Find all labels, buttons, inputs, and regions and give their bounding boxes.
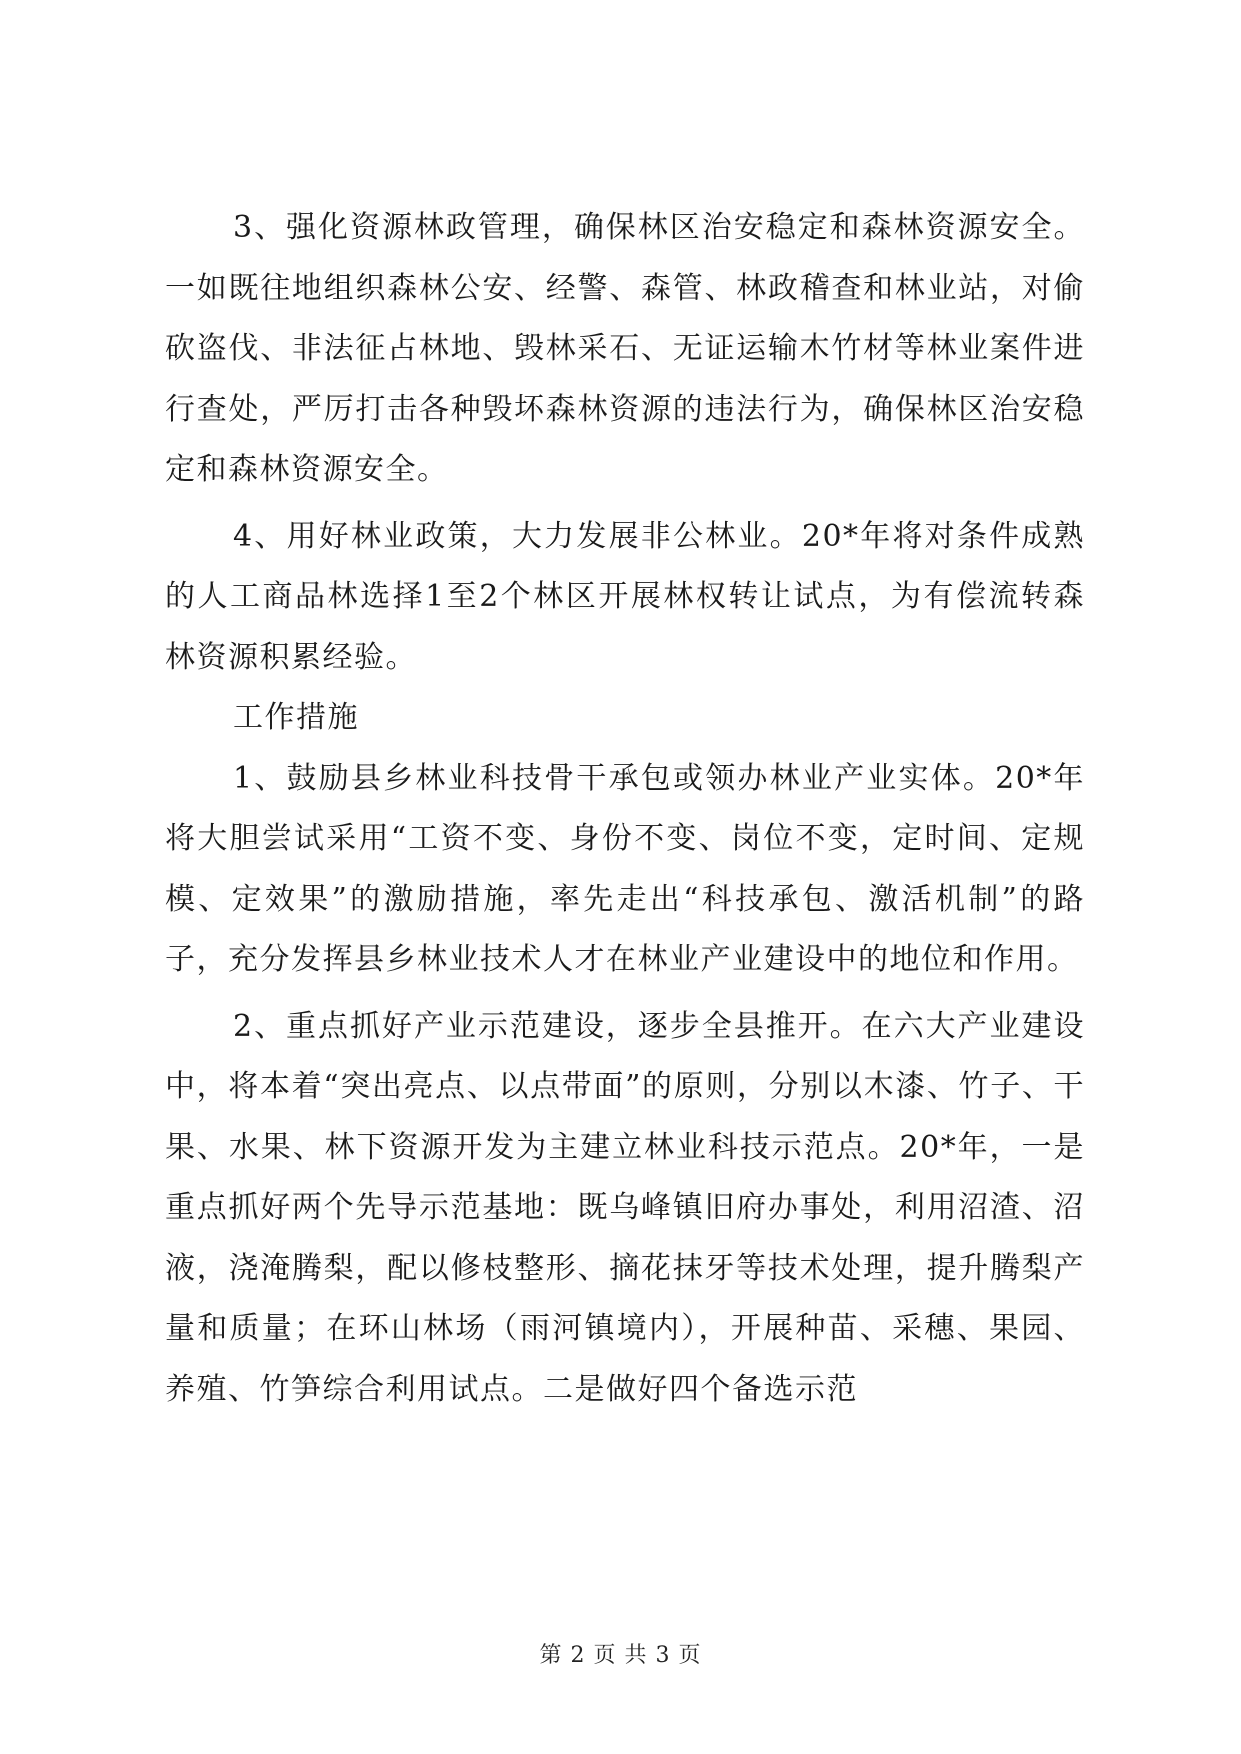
document-body	[165, 198, 1085, 1420]
measure-item-2: 2、重点抓好产业示范建设，逐步全县推开。在六大产业建设中，将本着“突出亮点、以点带面”的原则，分别以木漆、竹子、干果、水果、林下资源开发为主建立林业科技示范点。20*年，一是重点抓好两个先导示范基地：既乌峰镇旧府办事处，利用沼渣、沼液，浇淹腾梨，配以修枝整形、摘花抹牙等技术处理，提升腾梨产量和质量；在环山林场（雨河镇境内），开展种苗、采穗、果园、养殖、竹笋综合利用试点。二是做好四个备选示范	[165, 1008, 1085, 1407]
paragraph-item-4: 4、用好林业政策，大力发展非公林业。20*年将对条件成熟的人工商品林选择1至2个林区开展林权转让试点，为有偿流转森林资源积累经验。	[165, 518, 1085, 675]
paragraph-item-3: 3、强化资源林政管理，确保林区治安稳定和森林资源安全。一如既往地组织森林公安、经警、森管、林政稽查和林业站，对偷砍盗伐、非法征占林地、毁林采石、无证运输木竹材等林业案件进行查处，严厉打击各种毁坏森林资源的违法行为，确保林区治安稳定和森林资源安全。	[165, 210, 1085, 487]
measure-item-1: 1、鼓励县乡林业科技骨干承包或领办林业产业实体。20*年将大胆尝试采用“工资不变、身份不变、岗位不变，定时间、定规模、定效果”的激励措施，率先走出“科技承包、激活机制”的路子，充分发挥县乡林业技术人才在林业产业建设中的地位和作用。	[165, 760, 1085, 977]
page-footer: 第 2 页 共 3 页	[539, 1643, 702, 1668]
section-heading: 工作措施	[233, 700, 359, 735]
